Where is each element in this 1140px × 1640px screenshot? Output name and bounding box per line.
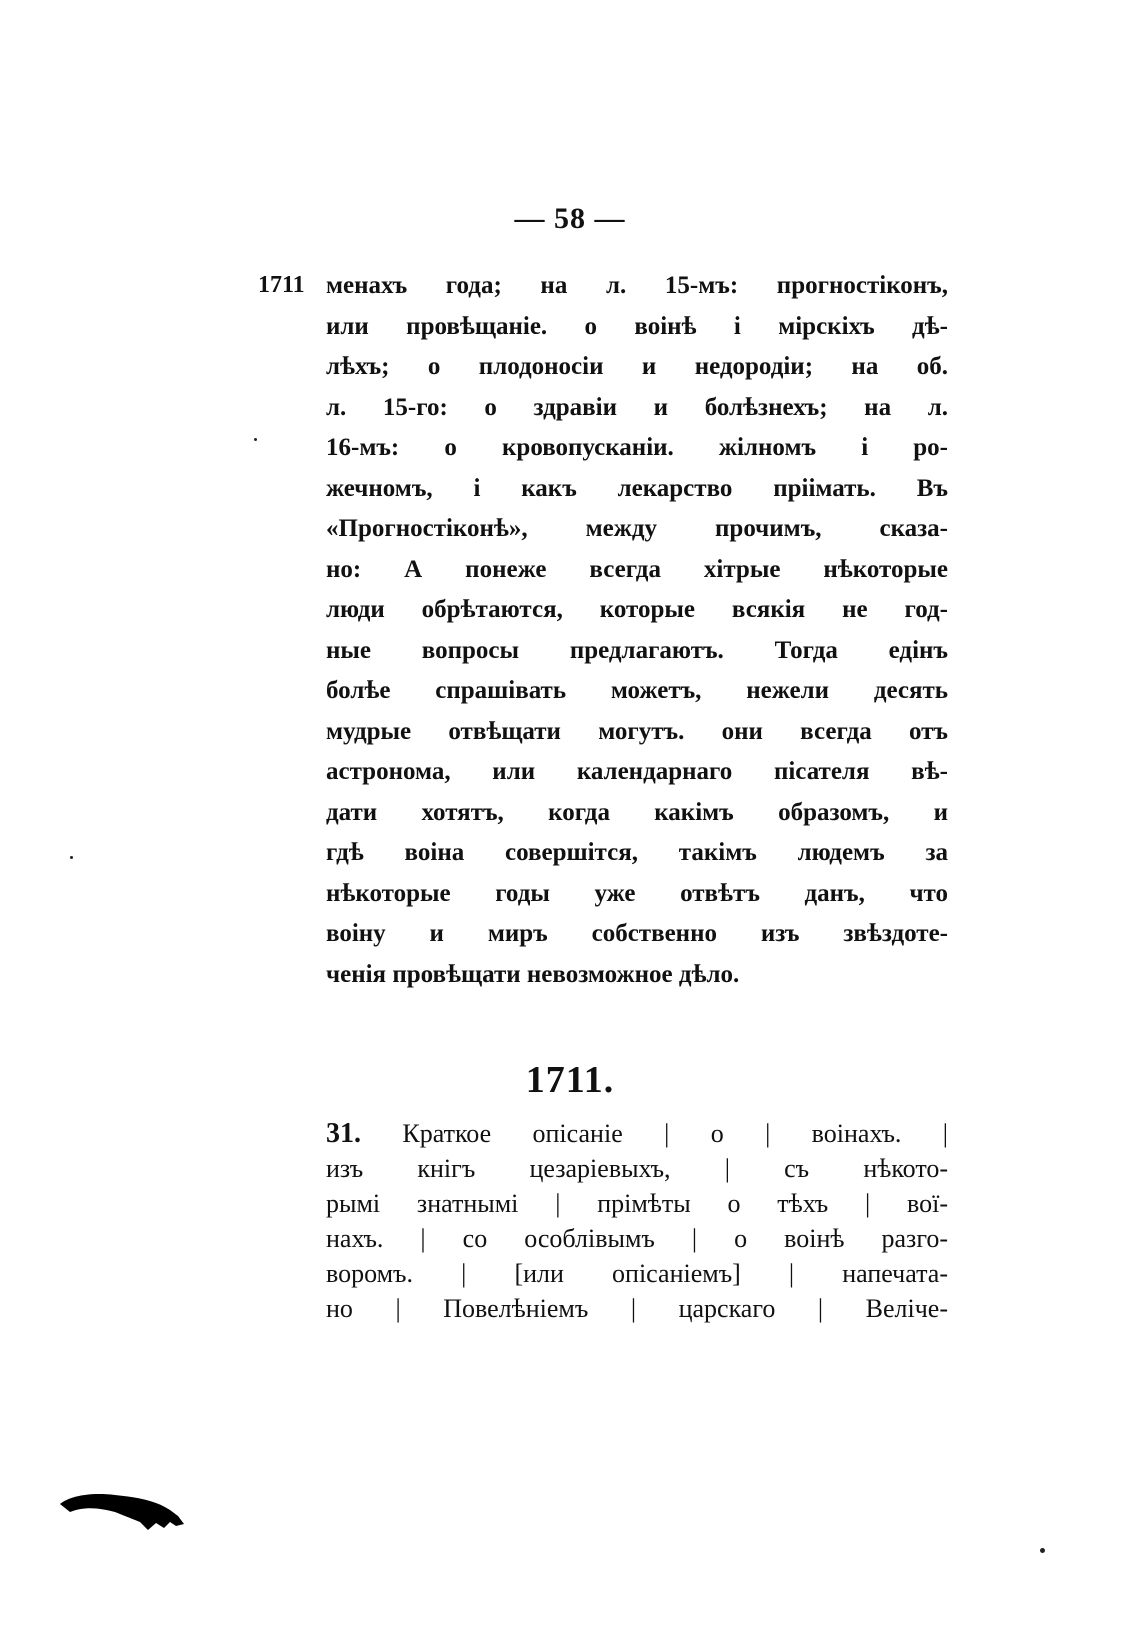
text-line: л. 15-го: о здравіи и болѣзнехъ; на л. <box>326 393 948 421</box>
text-line: дати хотятъ, когда какімъ образомъ, и <box>326 798 948 826</box>
text-line: лѣхъ; о плодоносіи и недородіи; на об. <box>326 353 948 380</box>
text-line: но: А понеже всегда хітрые нѣкоторые <box>326 555 948 583</box>
dust-speck <box>70 856 73 859</box>
text-line: мудрые отвѣщати могутъ. они всегда отъ <box>326 717 948 745</box>
margin-year: 1711 <box>258 272 305 298</box>
text-line: нѣкоторые годы уже отвѣтъ данъ, что <box>326 879 948 907</box>
dust-speck <box>254 438 257 441</box>
body-paragraph <box>326 266 948 995</box>
text-line: ные вопросы предлагаютъ. Тогда едінъ <box>326 636 948 664</box>
text-line: менахъ года; на л. 15-мъ: прогностіконъ, <box>326 272 948 299</box>
text-line: люди обрѣтаются, которые всякія не год- <box>326 596 948 623</box>
section-heading-year: 1711. <box>525 1059 615 1101</box>
entry-title-start: Краткое опісаніе | о | воінахъ. | <box>402 1119 948 1148</box>
text-line: ченія провѣщати невозможное дѣло. <box>326 960 740 988</box>
text-line: «Прогностіконѣ», между прочимъ, сказа- <box>326 515 948 542</box>
text-line: 16-мъ: о кровопусканіи. жілномъ і ро- <box>326 434 948 461</box>
entry-line: нахъ. | со особлівымъ | о воінѣ разго- <box>326 1224 948 1253</box>
text-line: воіну и миръ собственно изъ звѣздоте- <box>326 920 948 947</box>
text-line: астронома, или календарнаго пісателя вѣ- <box>326 758 948 785</box>
text-line: жечномъ, і какъ лекарство пріімать. Въ <box>326 474 948 502</box>
text-line: болѣе спрашівать можетъ, нежели десять <box>326 677 948 704</box>
ink-blot <box>60 1492 185 1532</box>
entry-line: изъ кнігъ цезаріевыхъ, | съ нѣкото- <box>326 1154 948 1183</box>
entry-first-line <box>326 1116 948 1151</box>
text-line: или провѣщаніе. о воінѣ і мірскіхъ дѣ- <box>326 312 948 340</box>
dust-speck <box>1040 1548 1045 1553</box>
text-line: гдѣ воіна совершітся, такімъ людемъ за <box>326 839 948 866</box>
entry-line: но | Повелѣніемъ | царскаго | Веліче- <box>326 1294 948 1323</box>
entry-line: воромъ. | [или опісаніемъ] | напечата- <box>326 1259 948 1288</box>
catalog-entry <box>326 1116 948 1326</box>
entry-number: 31. <box>326 1118 361 1149</box>
entry-line: рымі знатнымі | прімѣты о тѣхъ | вої- <box>326 1189 948 1218</box>
page-number: — 58 — <box>514 202 626 235</box>
